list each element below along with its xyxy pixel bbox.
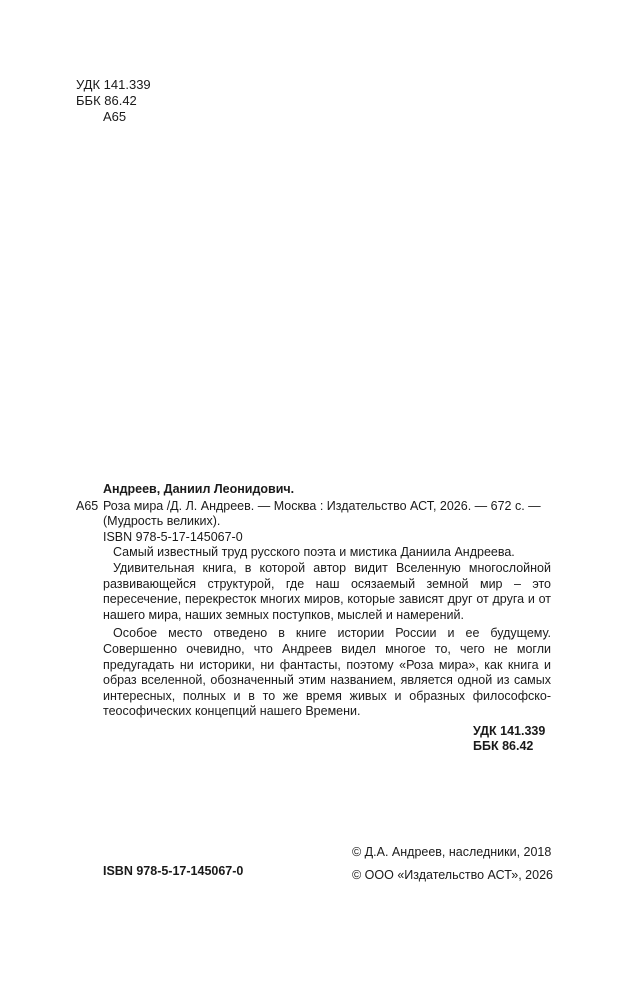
card-isbn: ISBN 978-5-17-145067-0 bbox=[103, 529, 243, 544]
card-bib-row bbox=[76, 498, 551, 530]
card-codes bbox=[473, 724, 551, 754]
copyright-publisher: © ООО «Издательство АСТ», 2026 bbox=[352, 868, 553, 882]
annotation-paragraph: Удивительная книга, в которой автор видит Вселенную многослойной развивающейся структурой, где наш осязаемый земной мир – это пересечение, перекресток многих миров, которые зависят друг от друга и от нашего мира, наших земных поступков, мыслей и намерений. bbox=[103, 560, 551, 622]
bottom-isbn: ISBN 978-5-17-145067-0 bbox=[103, 864, 244, 878]
author-sign: А65 bbox=[103, 109, 127, 124]
udk-code: УДК 141.339 bbox=[76, 77, 151, 92]
card-bbk: ББК 86.42 bbox=[473, 738, 534, 753]
card-heading: Андреев, Даниил Леонидович. bbox=[103, 482, 295, 496]
card-author-sign: А65 bbox=[76, 498, 99, 513]
bibliographic-description: Роза мира /Д. Л. Андреев. — Москва : Издательство АСТ, 2026. — 672 с. — (Мудрость великих). bbox=[103, 498, 541, 529]
copyright-author: © Д.А. Андреев, наследники, 2018 bbox=[352, 845, 552, 859]
copyright-block bbox=[352, 841, 553, 887]
catalog-card bbox=[76, 482, 551, 754]
annotation-paragraph: Самый известный труд русского поэта и мистика Даниила Андреева. bbox=[113, 545, 515, 560]
top-classification-block bbox=[76, 77, 151, 125]
annotation-paragraph: Особое место отведено в книге истории России и ее будущему. Совершенно очевидно, что Андреев видел многое то, чего не могли предугадать ни историки, ни фантасты, поэтому «Роза мира», как книга и образ вселенной, обозначенный этим названием, является одной из самых интересных, полных и в то же время живых и образных философско-теософических концепций нашего Времени. bbox=[103, 626, 551, 719]
card-udk: УДК 141.339 bbox=[473, 723, 546, 738]
bbk-code: ББК 86.42 bbox=[76, 93, 137, 108]
